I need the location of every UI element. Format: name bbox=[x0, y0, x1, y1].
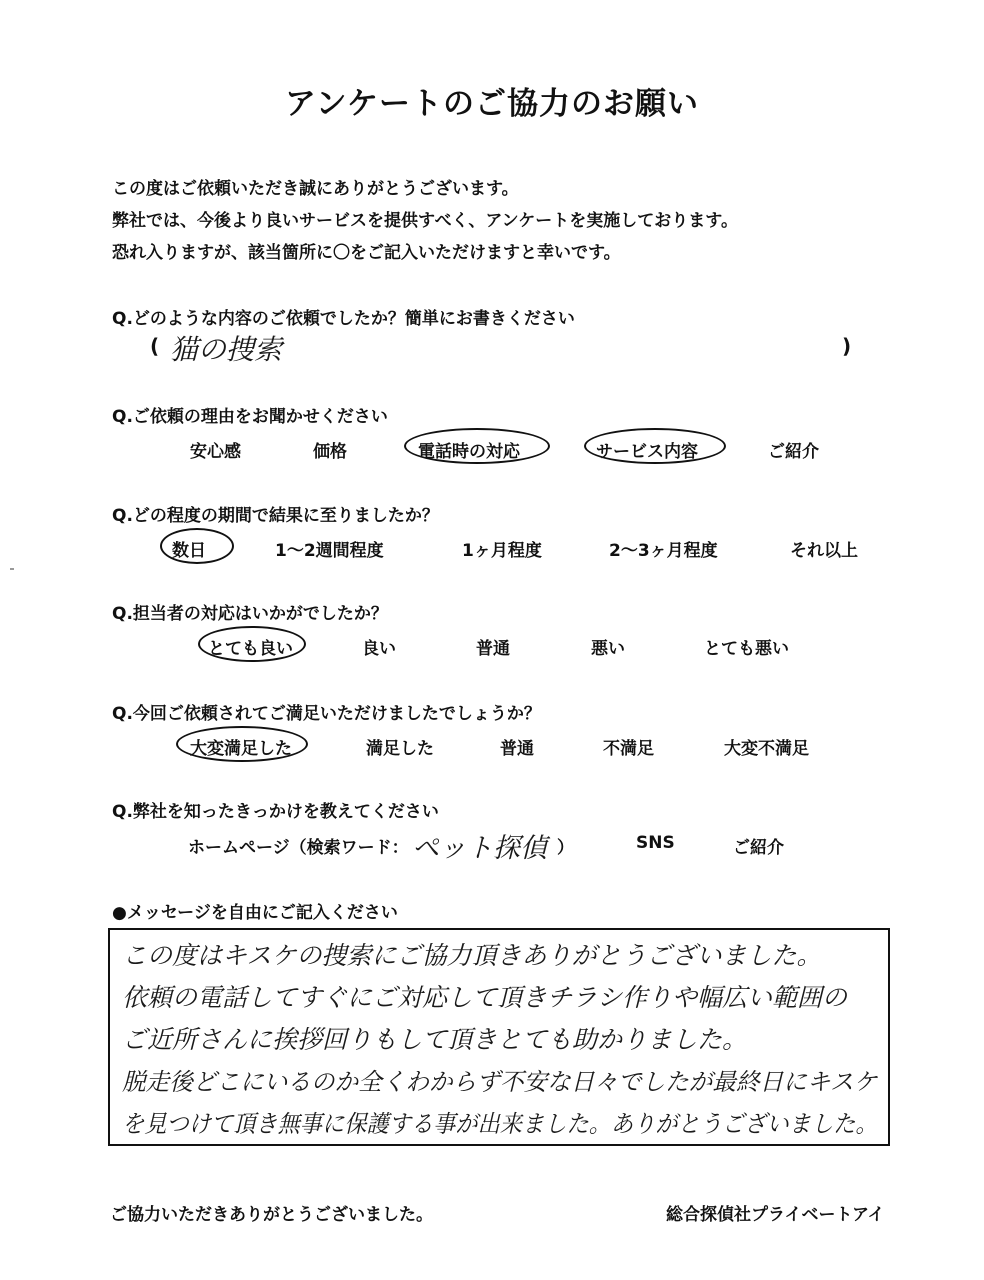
q3-selected-circle bbox=[160, 528, 234, 564]
q4-option-good[interactable]: 良い bbox=[362, 639, 396, 659]
message-heading: ●メッセージを自由にご記入ください bbox=[112, 903, 398, 923]
q5-selected-circle bbox=[176, 726, 308, 762]
question-4: Q.担当者の対応はいかがでしたか？ bbox=[112, 604, 388, 624]
message-line-1: この度はキスケの捜索にご協力頂きありがとうございました。 bbox=[122, 941, 822, 970]
question-5: Q.今回ご依頼されてご満足いただけましたでしょうか？ bbox=[112, 704, 541, 724]
q6-handwritten-search-word[interactable]: ペット探偵 bbox=[412, 833, 547, 864]
q3-option-longer[interactable]: それ以上 bbox=[790, 541, 858, 561]
q6-option-sns[interactable]: SNS bbox=[636, 833, 675, 853]
intro-line-3: 恐れ入りますが、該当箇所に〇をご記入いただけますと幸いです。 bbox=[112, 243, 621, 263]
q4-option-bad[interactable]: 悪い bbox=[591, 639, 625, 659]
q2-selected-circle-service bbox=[584, 428, 726, 464]
q2-selected-circle-phone bbox=[404, 428, 550, 464]
q6-homepage-close-paren: ） bbox=[557, 838, 574, 858]
intro-line-1: この度はご依頼いただき誠にありがとうございます。 bbox=[112, 179, 519, 199]
footer-thanks: ご協力いただきありがとうございました。 bbox=[110, 1205, 433, 1225]
question-6: Q.弊社を知ったきっかけを教えてください bbox=[112, 802, 439, 822]
question-1: Q.どのような内容のご依頼でしたか？簡単にお書きください bbox=[112, 309, 575, 329]
intro-line-2: 弊社では、今後より良いサービスを提供すべく、アンケートを実施しております。 bbox=[112, 211, 738, 231]
q6-option-homepage[interactable]: ホームページ（検索ワード： bbox=[188, 838, 409, 858]
question-3: Q.どの程度の期間で結果に至りましたか？ bbox=[112, 506, 439, 526]
scan-speck bbox=[10, 568, 14, 570]
q5-option-very-dissatisfied[interactable]: 大変不満足 bbox=[724, 739, 809, 759]
q2-option-service[interactable]: サービス内容 bbox=[596, 442, 698, 462]
message-box[interactable] bbox=[108, 928, 890, 1146]
message-line-3: ご近所さんに挨拶回りもして頂きとても助かりました。 bbox=[122, 1025, 748, 1054]
q3-option-1-month[interactable]: 1ヶ月程度 bbox=[462, 541, 542, 561]
q5-option-dissatisfied[interactable]: 不満足 bbox=[603, 739, 654, 759]
q1-open-paren: ( bbox=[150, 334, 160, 358]
q2-option-phone-response[interactable]: 電話時の対応 bbox=[418, 442, 520, 462]
q3-option-1-2-weeks[interactable]: 1～2週間程度 bbox=[275, 541, 384, 561]
q3-option-few-days[interactable]: 数日 bbox=[172, 541, 206, 561]
q5-option-very-satisfied[interactable]: 大変満足した bbox=[190, 739, 292, 759]
q2-option-referral[interactable]: ご紹介 bbox=[768, 442, 819, 462]
question-2: Q.ご依頼の理由をお聞かせください bbox=[112, 407, 388, 427]
message-line-2: 依頼の電話してすぐにご対応して頂きチラシ作りや幅広い範囲の bbox=[122, 983, 848, 1012]
q1-handwritten-answer[interactable]: 猫の捜索 bbox=[170, 333, 283, 366]
q2-option-anshinkan[interactable]: 安心感 bbox=[190, 442, 241, 462]
q3-option-2-3-months[interactable]: 2～3ヶ月程度 bbox=[609, 541, 718, 561]
q2-option-price[interactable]: 価格 bbox=[313, 442, 347, 462]
page-title: アンケートのご協力のお願い bbox=[284, 86, 700, 122]
q6-option-referral[interactable]: ご紹介 bbox=[733, 838, 784, 858]
q1-close-paren: ) bbox=[842, 334, 852, 358]
q5-option-satisfied[interactable]: 満足した bbox=[366, 739, 434, 759]
message-line-4: 脱走後どこにいるのか全くわからず不安な日々でしたが最終日にキスケ bbox=[122, 1068, 878, 1096]
q4-option-normal[interactable]: 普通 bbox=[476, 639, 510, 659]
q4-option-very-bad[interactable]: とても悪い bbox=[704, 639, 789, 659]
q4-selected-circle bbox=[198, 626, 306, 662]
footer-company-name: 総合探偵社プライベートアイ bbox=[666, 1205, 885, 1225]
q4-option-very-good[interactable]: とても良い bbox=[208, 639, 293, 659]
q5-option-normal[interactable]: 普通 bbox=[500, 739, 534, 759]
message-line-5: を見つけて頂き無事に保護する事が出来ました。ありがとうございました。 bbox=[122, 1110, 878, 1138]
